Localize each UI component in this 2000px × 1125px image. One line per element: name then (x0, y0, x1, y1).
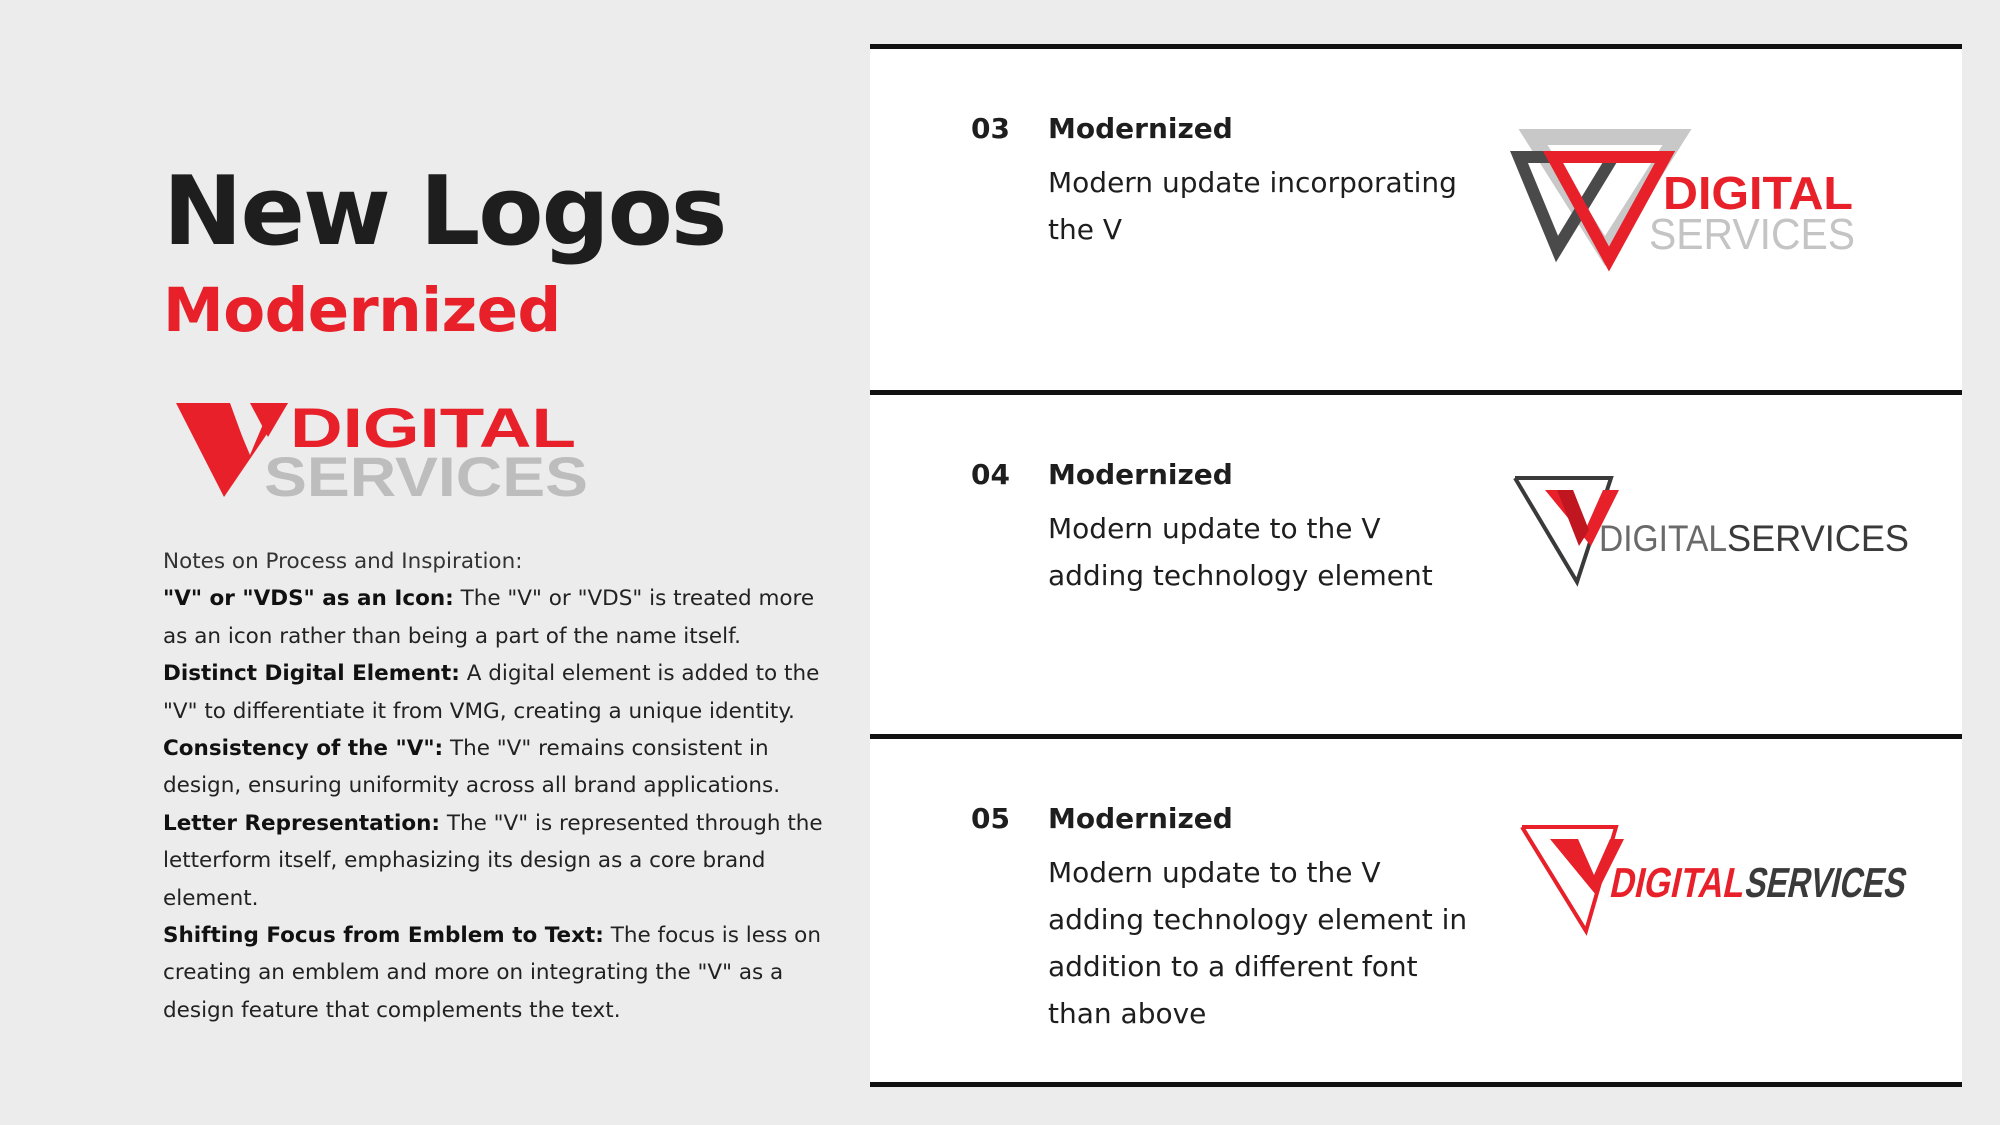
note-label: Consistency of the "V": (163, 736, 444, 762)
option-description: Modern update incorporating the V (1048, 166, 1457, 246)
option-number: 03 (971, 112, 1010, 145)
option-title: Modernized (1048, 112, 1233, 145)
note-text: A digital element is added to the "V" to differentiate it from VMG, creating a unique identity. (163, 661, 820, 724)
logo-03-line2: SERVICES (1649, 210, 1855, 259)
note-item (163, 730, 823, 805)
option-title: Modernized (1048, 802, 1233, 835)
main-logo-line2: SERVICES (264, 445, 588, 508)
note-label: "V" or "VDS" as an Icon: (163, 586, 454, 612)
note-item (163, 655, 823, 730)
page-title: New Logos (163, 157, 726, 267)
logo-option-05 (1520, 819, 1964, 949)
note-label: Letter Representation: (163, 810, 441, 836)
option-title: Modernized (1048, 458, 1233, 491)
note-label: Shifting Focus from Emblem to Text: (163, 923, 604, 949)
process-notes (163, 543, 823, 1029)
main-logo-v-notch (250, 403, 288, 437)
logo-option-panel-04 (870, 390, 1962, 738)
logo-option-panel-05 (870, 734, 1962, 1087)
notes-heading: Notes on Process and Inspiration: (163, 549, 523, 574)
main-digital-services-logo (172, 395, 592, 508)
note-item (163, 917, 823, 1029)
logo-03-line1: DIGITAL (1663, 167, 1853, 219)
note-text: The "V" remains consistent in design, ensuring uniformity across all brand applications. (163, 736, 781, 799)
logo-option-04 (1513, 470, 1913, 600)
logo-05-word1: DIGITAL (1606, 859, 1782, 906)
logo-05-word2: SERVICES (1741, 859, 1964, 906)
note-text: The "V" or "VDS" is treated more as an icon rather than being a part of the name itself. (163, 586, 815, 649)
option-description: Modern update to the V adding technology element in addition to a different font than above (1048, 856, 1468, 1030)
option-number: 05 (971, 802, 1010, 835)
logo-option-panel-03 (870, 44, 1962, 392)
option-number: 04 (971, 458, 1010, 491)
logo-option-03 (1513, 131, 1873, 291)
logo-04-red-v-shade (1557, 490, 1589, 546)
note-item (163, 805, 823, 917)
main-logo-line1: DIGITAL (290, 396, 576, 459)
note-text: The focus is less on creating an emblem and more on integrating the "V" as a design feature that complements the text. (163, 923, 821, 1023)
logo-04-word2: SERVICES (1727, 518, 1909, 559)
logo-04-word1: DIGITAL (1599, 518, 1727, 559)
note-label: Distinct Digital Element: (163, 661, 460, 687)
option-description: Modern update to the V adding technology element (1048, 512, 1433, 592)
note-item (163, 580, 823, 655)
note-text: The "V" is represented through the letterform itself, emphasizing its design as a core brand element. (163, 810, 823, 911)
page-subtitle: Modernized (163, 275, 561, 346)
